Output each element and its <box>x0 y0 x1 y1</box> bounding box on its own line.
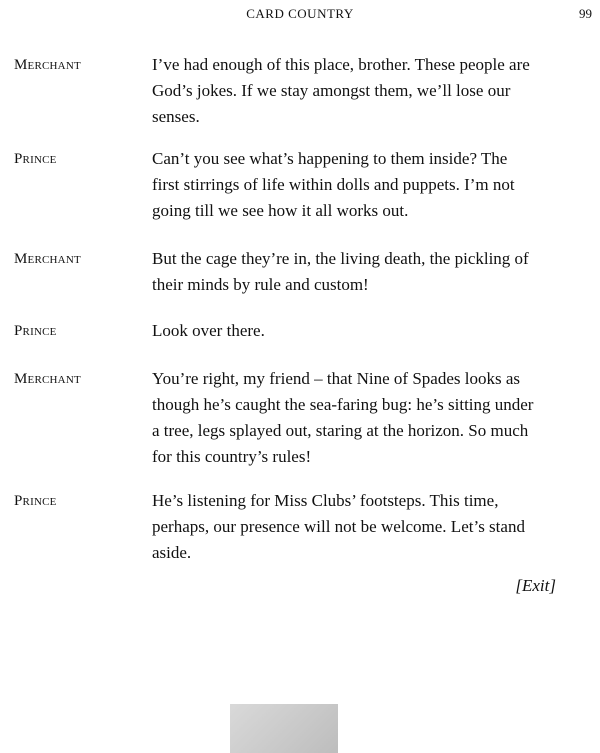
speaker-name: Prince <box>14 151 57 167</box>
dialogue-line: going till we see how it all works out. <box>152 201 409 220</box>
speaker-name: Merchant <box>14 57 81 73</box>
dialogue-line: first stirrings of life within dolls and puppets. I’m not <box>152 175 515 194</box>
decorative-image <box>230 704 338 753</box>
speaker-name: Merchant <box>14 251 81 267</box>
dialogue-line: aside. <box>152 543 192 562</box>
running-head <box>0 6 600 26</box>
running-title: CARD COUNTRY <box>246 6 354 21</box>
stage-direction: [Exit] <box>515 576 556 595</box>
dialogue-line: Look over there. <box>152 321 265 340</box>
dialogue-line: He’s listening for Miss Clubs’ footsteps. This time, <box>152 491 499 510</box>
dialogue-line: But the cage they’re in, the living death, the pickling of <box>152 249 529 268</box>
dialogue-line: for this country’s rules! <box>152 447 312 466</box>
dialogue-line: a tree, legs splayed out, staring at the horizon. So much <box>152 421 529 440</box>
dialogue-line: their minds by rule and custom! <box>152 275 369 294</box>
dialogue-line: I’ve had enough of this place, brother. These people are <box>152 55 530 74</box>
dialogue-line: though he’s caught the sea-faring bug: he’s sitting under <box>152 395 534 414</box>
dialogue-line: God’s jokes. If we stay amongst them, we’ll lose our <box>152 81 511 100</box>
speaker-name: Prince <box>14 323 57 339</box>
dialogue-line: Can’t you see what’s happening to them inside? The <box>152 149 508 168</box>
dialogue-line: perhaps, our presence will not be welcome. Let’s stand <box>152 517 525 536</box>
page-number: 99 <box>579 6 592 21</box>
speaker-name: Prince <box>14 493 57 509</box>
dialogue-line: You’re right, my friend – that Nine of Spades looks as <box>152 369 520 388</box>
dialogue-line: senses. <box>152 107 200 126</box>
speaker-name: Merchant <box>14 371 81 387</box>
